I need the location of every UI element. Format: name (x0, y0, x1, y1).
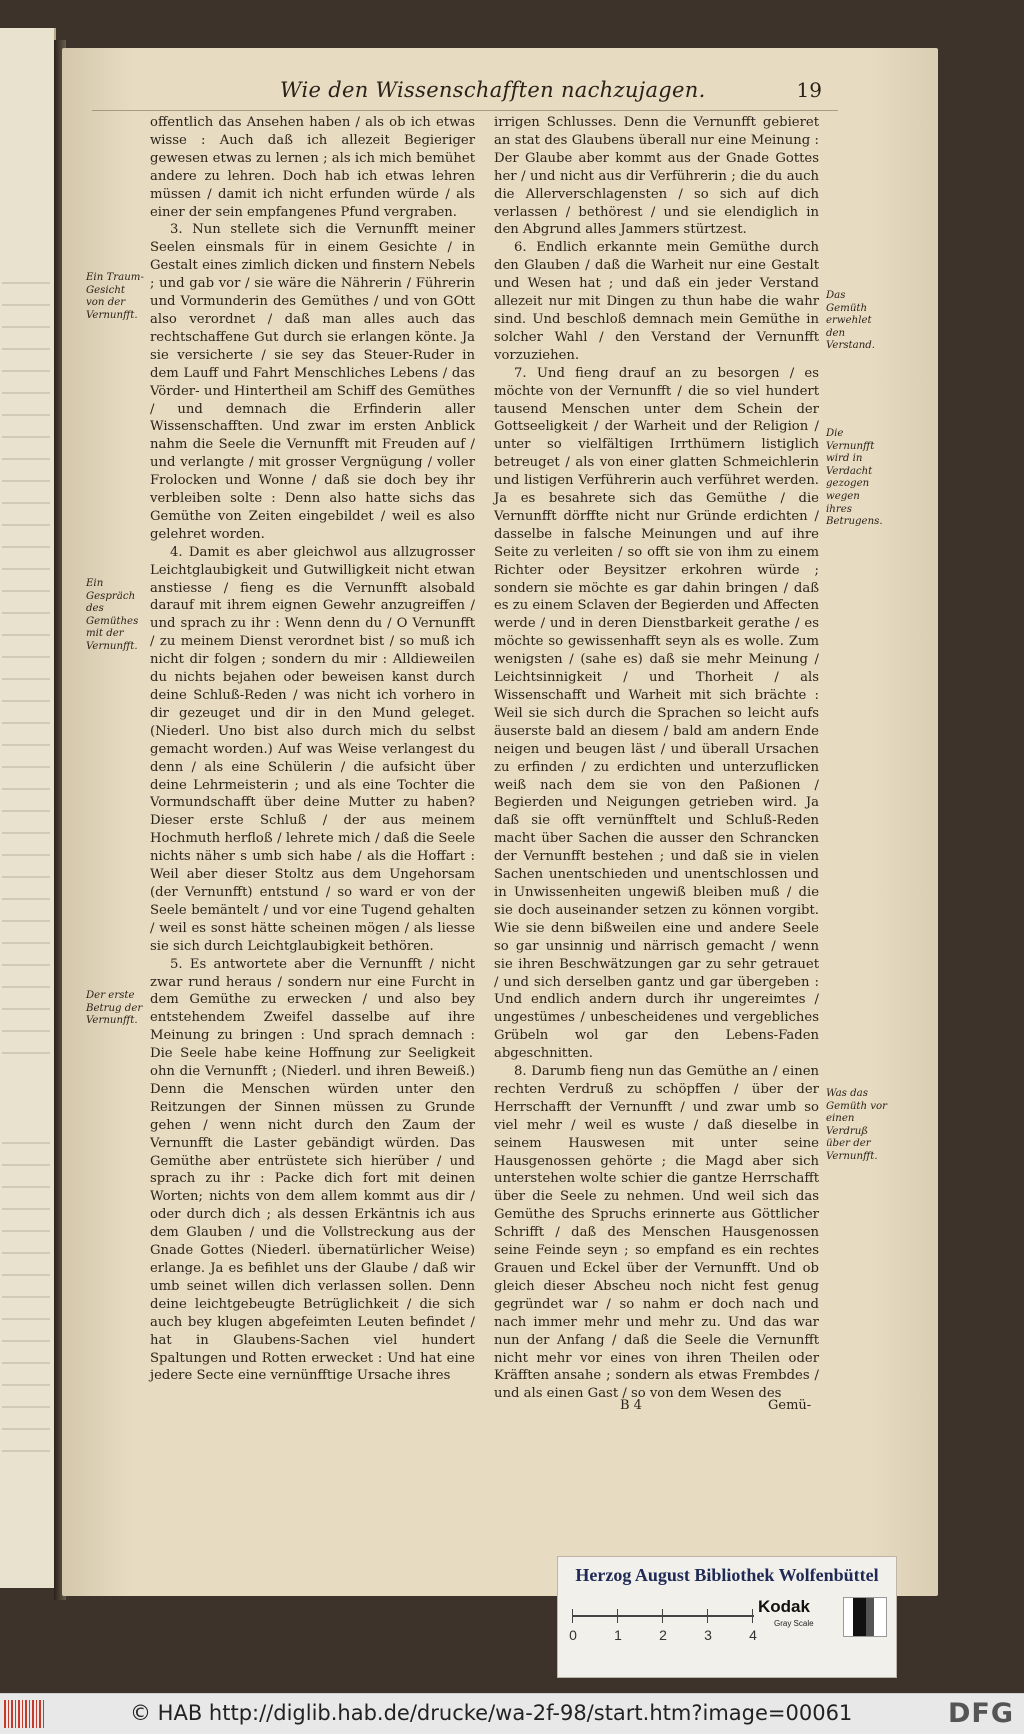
scale-label: 2 (659, 1627, 667, 1643)
header-rule (92, 110, 838, 111)
dfg-logo: DFG (947, 1698, 1014, 1729)
kodak-subtitle: Gray Scale (774, 1619, 814, 1628)
measurement-scale (566, 1597, 776, 1641)
margin-note: Was das Gemüth vor einen Verdruß über der Vernunfft. (826, 1088, 888, 1162)
scale-label: 0 (569, 1627, 577, 1643)
color-reference-card (557, 1556, 897, 1678)
facing-page-text-ghost (2, 1128, 50, 1458)
margin-note: Das Gemüth erwehlet den Verstand. (826, 290, 876, 352)
footer-bar (0, 1693, 1024, 1734)
paragraph: 6. Endlich erkannte mein Gemüthe durch den Glauben / daß die Warheit nur eine Gestalt und Wesen hat ; und daß ein jeder Verstand allezeit nur mit Dingen zu thun habe die wahr sind. Und beschloß demnach mein Gemüthe in solcher Wahl / den Verstand der Vernunfft vorzuziehen. (494, 240, 819, 363)
paragraph: 7. Und fieng drauf an zu besorgen / es möchte von der Vernunfft / die so viel hundert tausend Menschen unter dem Schein der Gottseeligkeit / der Warheit und der Religion / unter so vielfältigen Irrthümern listiglich betreuget / als von einer glatten Schmeichlerin und listigen Verführerin auch verführet werden. Ja es besahrete sich das Gemüthe / die Vernunfft dörffte nicht nur Gründe erdichten / dasselbe in falsche Meinungen und auf ihre Seite zu verleiten / so offt sie von ihm zu einem Richter oder Beysitzer erkohren würde ; sondern sie möchte es gar dahin bringen / daß es zu einem Sclaven der Begierden und Affecten werde / und in deren Dienstbarkeit gerathe / es möchte so gewissenhafft seyn als es wolle. Zum wenigsten / (sahe es) daß sie mehr Meinung / Leichtsinnigkeit / und Thorheit / als Wissenschafft und Warheit mit sich brächte : Weil sie sich durch die Sprachen so leicht aufs äuserste bald an diesem / bald am andern Ende neigen und beugen läst / und überall Ursachen zu erfinden / zu erdichten und unterzuflicken weiß nach dem sie von den Paßionen / Begierden und Neigungen getrieben wird. Ja daß sie offt vernünfftelt und Schluß-Reden macht über Sachen die ausser den Schrancken der Vernunfft bestehen ; und daß sie in vielen Sachen unentschieden und unentschlossen und in Unwissenheiten ungewiß bleiben muß / die sie doch auseinander setzen zu können vorgibt. Wie sie denn bißweilen eine und andere Seele so gar unsinnig und närrisch gemacht / wenn sie ihren Beschwätzungen gar zu sehr getrauet / und sich derselben gantz und gar übergeben : Und endlich andern durch ihr ungereimtes / ungestümes / unbescheidenes und vergebliches Grübeln wol gar den Lebens-Faden abgeschnitten. (494, 365, 819, 1062)
margin-note: Die Vernunfft wird in Verdacht gezogen wegen ihres Betrugens. (826, 428, 883, 528)
page-number: 19 (796, 78, 822, 102)
facing-page-edge (0, 28, 56, 1588)
paragraph: 8. Darumb fieng nun das Gemüthe an / einen rechten Verdruß zu schöpffen / über der Herrschafft der Vernunfft / und zwar umb so viel mehr / weil es wuste / daß dieselbe in seinem Hauswesen mit unter seine Hausgenossen gehörte ; die Magd aber sich unterstehen wolte schier die gantze Herrschafft über die Seele zu nehmen. Und weil sich das Gemüthe des Spruchs erinnerte aus Göttlicher Schrifft / daß des Menschen Hausgenossen seine Feinde seyn ; so empfand es ein rechtes Grauen und Eckel über der Vernunfft. Und ob gleich dieser Abscheu noch nicht fest genug gegründet war / so nahm er doch nach und nach immer mehr und mehr zu. Und das war nun der Anfang / daß die Seele die Vernunfft nicht mehr vor eines von ihren Theilen oder Kräfften ansahe ; sondern als etwas Frembdes / und als einen Gast / so von dem Wesen des (494, 1064, 819, 1402)
margin-note: Ein Gespräch des Gemüthes mit der Vernunfft. (86, 578, 139, 652)
text-column-right (494, 114, 819, 1403)
copyright-url[interactable]: © HAB http://diglib.hab.de/drucke/wa-2f-98/start.htm?image=00061 (130, 1701, 853, 1725)
text-column-left (150, 114, 475, 1385)
scale-tick (662, 1609, 663, 1623)
margin-note: Der erste Betrug der Vernunfft. (86, 990, 143, 1027)
page-header (280, 78, 840, 110)
scale-label: 4 (749, 1627, 757, 1643)
paragraph: 5. Es antwortete aber die Vernunfft / nicht zwar rund heraus / sondern nur eine Furcht in dem Gemüthe zu erwecken / und also bey entstehendem Zweifel dasselbe auf ihre Meinung zu bringen : Und sprach demnach : Die Seele habe keine Hoffnung zur Seeligkeit ohn die Vernunfft ; (Niederl. und ihren Beweiß.) Denn die Menschen würden unter den Reitzungen der Sinnen müssen zu Grunde gehen / wenn nicht durch den Zaum der Vernunfft die Laster gebändigt würden. Das Gemüthe aber entrüstete sich hierüber / und sprach zu ihr : Packe dich fort mit deinen Worten; nichts von dem allem kommt aus dir / oder durch dich ; als dessen Erkäntnis ich aus dem Glauben / und die Vollstreckung aus der Gnade Gottes (Niederl. übernatürlicher Weise) erlange. Ja es befihlet uns der Glaube / daß wir umb seinet willen dich verlassen sollen. Denn deine leichtgebeugte Betrüglichkeit / die sich auch bey klugen abgefeimten Leuten befindet / hat in Glaubens-Sachen viel hundert Spaltungen und Rotten erwecket : Und hat eine jedere Secte eine vernünfftige Ursache ihres (150, 956, 475, 1384)
scale-tick (707, 1609, 708, 1623)
scale-tick (617, 1609, 618, 1623)
library-name: Herzog August Bibliothek Wolfenbüttel (575, 1565, 879, 1585)
scale-bar (572, 1615, 754, 1617)
gray-scale-patch (843, 1597, 887, 1637)
kodak-logo (758, 1597, 836, 1631)
paragraph: 4. Damit es aber gleichwol aus allzugrosser Leichtglaubigkeit und Gutwilligkeit nicht etwan anstiesse / fieng es die Vernunfft alsobald darauf mit ihrem eignen Gewehr anzugreiffen / und sprach zu ihr : Wenn denn du / O Vernunfft / zu meinem Dienst verordnet bist / so muß ich nicht dir folgen ; sondern du mir : Alldieweilen du nichts bejahen oder beweisen kanst durch deine Schluß-Reden / was nicht ich vorhero in dir gezeuget und dir in den Mund geleget. (Niederl. Uno bist also durch mich du selbst gemacht worden.) Auf was Weise verlangest du denn / als eine Schülerin / die aufsicht über deine Lehrmeisterin ; und als eine Tochter die Vormundschafft über deine Mutter zu haben? Dieser erste Schluß / der aus meinem Hochmuth herfloß / lehrete mich / daß die Seele nichts näher s umb sich habe / als die Hoffart : Weil aber dieser Stoltz aus dem Ungehorsam (der Vernunfft) entstund / so ward er von der Seele bemäntelt / und vor eine Tugend gehalten / weil es sonst hätte scheinen mögen / als liesse sie sich durch Leichtglaubigkeit bethören. (150, 544, 475, 954)
scale-label: 3 (704, 1627, 712, 1643)
margin-note: Ein Traum-Gesicht von der Vernunfft. (86, 272, 144, 321)
signature-mark: B 4 (620, 1398, 642, 1413)
paragraph: irrigen Schlusses. Denn die Vernunfft gebieret an stat des Glaubens überall nur eine Meinung : Der Glaube aber kommt aus der Gnade Gottes her / und nicht aus dir Verführerin ; die du auch die Allerverschlagensten / so sich auf dich verlassen / bethörest / und sie elendiglich in den Abgrund alles Jammers stürtzest. (494, 115, 819, 238)
scale-label: 1 (614, 1627, 622, 1643)
scale-tick (572, 1609, 573, 1623)
paragraph: 3. Nun stellete sich die Vernunfft meiner Seelen einsmals für in einem Gesichte / in Gestalt eines zimlich dicken und finstern Nebels ; und gab vor / sie wäre die Nährerin / Führerin und Vormunderin des Gemüthes / und von GOtt also verordnet / daß man alles auch das rechtschaffene Gut durch sie erlangen könte. Ja sie versicherte / sie sey das Steuer-Ruder in dem Lauff und Fahrt Menschliches Lebens / das Vörder- und Hintertheil am Schiff des Gemüthes / und demnach die Erfinderin aller Wissenschafften. Und zwar im ersten Anblick nahm die Seele die Vernunfft mit Freuden auf / und verlangte / mit grosser Vergnügung / voller Frolocken und Wonne / daß sie doch bey ihr verbleiben solte : Denn also hatte sichs das Gemüthe von Zeiten eingebildet / weil es also gelehret worden. (150, 222, 475, 542)
kodak-brand: Kodak (758, 1597, 810, 1616)
scale-tick (752, 1609, 753, 1623)
catchword: Gemü- (768, 1398, 812, 1413)
barcode-icon (4, 1700, 44, 1728)
running-title: Wie den Wissenschafften nachzujagen. (280, 78, 706, 102)
facing-page-text-ghost (2, 268, 50, 1068)
paragraph: offentlich das Ansehen haben / als ob ich etwas wisse : Auch daß ich allezeit Begieriger gewesen etwas zu lernen ; als ich mich bemühet andere zu lehren. Doch hab ich etwas lehren müssen / damit ich nicht erfunden würde / als einer der sein empfangenes Pfund vergraben. (150, 115, 475, 220)
